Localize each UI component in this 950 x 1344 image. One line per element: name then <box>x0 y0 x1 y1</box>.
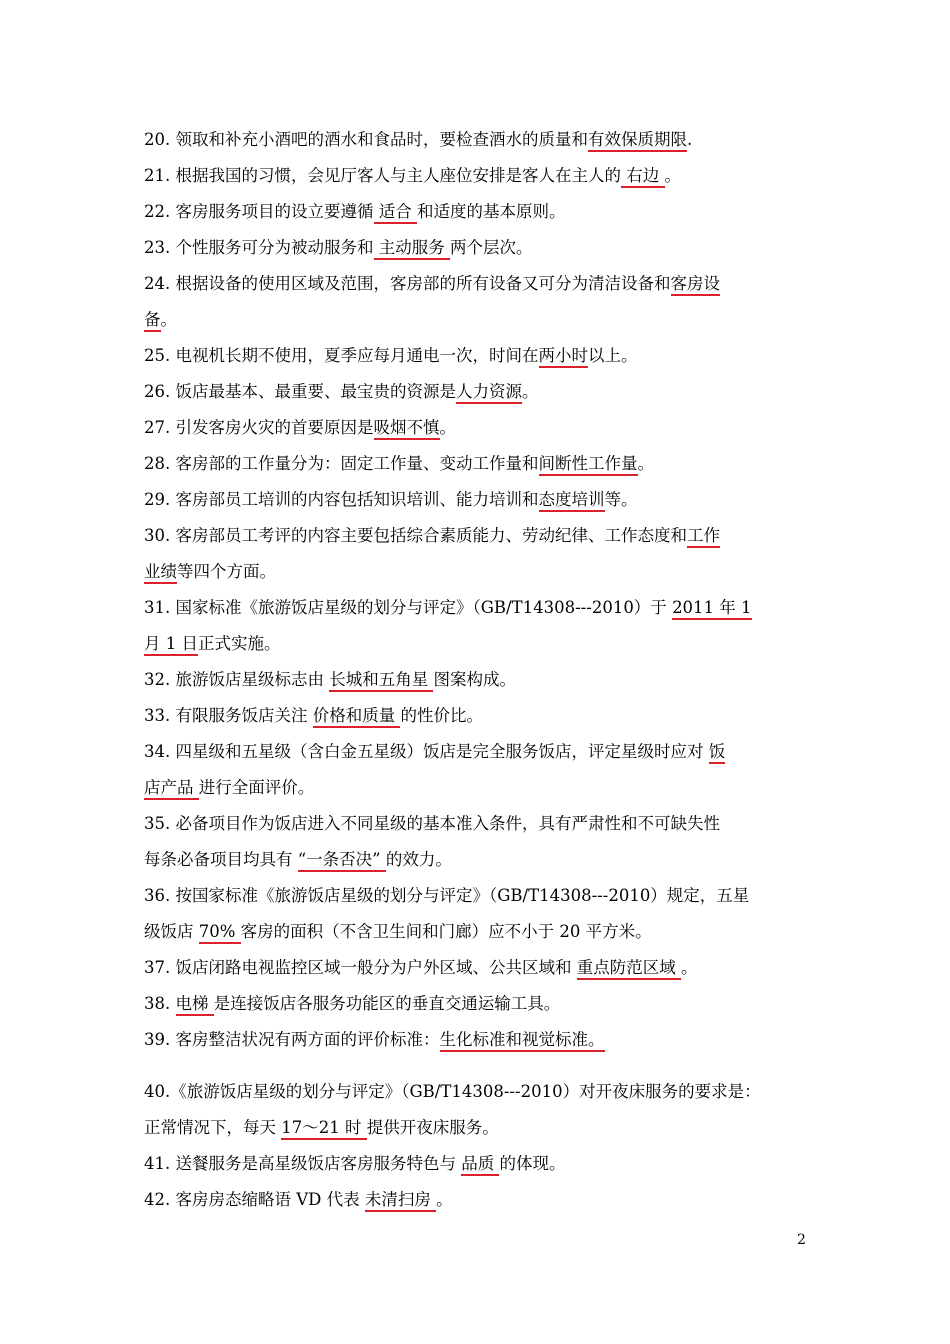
question-text: 图案构成。 <box>433 670 516 689</box>
page-number: 2 <box>797 1232 806 1248</box>
answer-underline: 业绩 <box>144 562 177 584</box>
answer-underline: 店产品 <box>144 778 199 800</box>
text-line <box>144 806 824 842</box>
text-line <box>144 1110 824 1146</box>
text-line <box>144 698 824 734</box>
answer-underline: 间断性工作量 <box>539 454 638 476</box>
answer-underline: 态度培训 <box>539 490 605 512</box>
question-text: 的性价比。 <box>400 706 483 725</box>
answer-underline: 客房设 <box>671 274 721 296</box>
question-text: 。 <box>436 1190 453 1209</box>
answer-underline: 未清扫房 <box>365 1190 436 1212</box>
question-text: 级饭店 <box>144 922 199 941</box>
text-line <box>144 302 824 338</box>
answer-underline: 重点防范区域 <box>577 958 681 980</box>
question-text: . <box>687 130 693 149</box>
question-text: 31. 国家标准《旅游饭店星级的划分与评定》（GB/T14308---2010）于 <box>144 598 673 617</box>
question-text: 39. 客房整洁状况有两方面的评价标准： <box>144 1030 440 1049</box>
text-line <box>144 770 824 806</box>
question-text: 41. 送餐服务是高星级饭店客房服务特色与 <box>144 1154 462 1173</box>
answer-underline: 70% <box>199 922 241 944</box>
question-text: 提供开夜床服务。 <box>366 1118 499 1137</box>
question-text: 。 <box>522 382 539 401</box>
question-text: 。 <box>637 454 654 473</box>
text-line <box>144 374 824 410</box>
answer-underline: 人力资源 <box>456 382 522 404</box>
question-list <box>144 122 824 1218</box>
text-line <box>144 410 824 446</box>
question-text: 32. 旅游饭店星级标志由 <box>144 670 330 689</box>
text-line <box>144 446 824 482</box>
answer-underline: 价格和质量 <box>313 706 401 728</box>
answer-underline: 右边 <box>621 166 665 188</box>
question-text: 是连接饭店各服务功能区的垂直交通运输工具。 <box>213 994 561 1013</box>
text-line <box>144 1022 824 1074</box>
question-text: 24. 根据设备的使用区域及范围，客房部的所有设备又可分为清洁设备和 <box>144 274 671 293</box>
text-line <box>144 734 824 770</box>
question-text: 28. 客房部的工作量分为：固定工作量、变动工作量和 <box>144 454 539 473</box>
text-line <box>144 1182 824 1218</box>
answer-underline: 2011 年 1 <box>672 598 751 620</box>
question-text: 正常情况下，每天 <box>144 1118 282 1137</box>
question-text: 等四个方面。 <box>177 562 276 581</box>
question-text: 42. 客房房态缩略语 VD 代表 <box>144 1190 365 1209</box>
question-text: 客房的面积（不含卫生间和门廊）应不小于 20 平方米。 <box>240 922 652 941</box>
question-text: 34. 四星级和五星级（含白金五星级）饭店是完全服务饭店，评定星级时应对 <box>144 742 709 761</box>
question-text: 33. 有限服务饭店关注 <box>144 706 313 725</box>
answer-underline: “一条否决” <box>298 850 386 872</box>
text-line <box>144 158 824 194</box>
question-text: 的效力。 <box>385 850 452 869</box>
question-text: 以上。 <box>588 346 638 365</box>
question-text: 两个层次。 <box>450 238 533 257</box>
text-line <box>144 230 824 266</box>
text-line <box>144 986 824 1022</box>
text-line <box>144 842 824 878</box>
text-line <box>144 590 824 626</box>
answer-underline: 饭 <box>709 742 726 764</box>
answer-underline: 生化标准和视觉标准。 <box>440 1030 605 1052</box>
question-text: 。 <box>664 166 681 185</box>
text-line <box>144 122 824 158</box>
question-text: 36. 按国家标准《旅游饭店星级的划分与评定》（GB/T14308---2010）规定，五星 <box>144 886 750 905</box>
answer-underline: 吸烟不慎 <box>374 418 440 440</box>
question-text: 25. 电视机长期不使用，夏季应每月通电一次，时间在 <box>144 346 539 365</box>
text-line <box>144 662 824 698</box>
question-text: 26. 饭店最基本、最重要、最宝贵的资源是 <box>144 382 456 401</box>
question-text: 进行全面评价。 <box>198 778 315 797</box>
question-text: 的体现。 <box>499 1154 566 1173</box>
question-text: 等。 <box>604 490 638 509</box>
text-line <box>144 914 824 950</box>
answer-underline: 月 1 日 <box>144 634 198 656</box>
text-line <box>144 554 824 590</box>
question-text: 30. 客房部员工考评的内容主要包括综合素质能力、劳动纪律、工作态度和 <box>144 526 687 545</box>
question-text: 20. 领取和补充小酒吧的酒水和食品时，要检查酒水的质量和 <box>144 130 588 149</box>
question-text: 。 <box>680 958 698 977</box>
text-line <box>144 482 824 518</box>
question-text: 37. 饭店闭路电视监控区域一般分为户外区域、公共区域和 <box>144 958 577 977</box>
answer-underline: 品质 <box>461 1154 499 1176</box>
text-line <box>144 338 824 374</box>
text-line <box>144 194 824 230</box>
answer-underline: 适合 <box>374 202 418 224</box>
question-text: 22. 客房服务项目的设立要遵循 <box>144 202 374 221</box>
answer-underline: 长城和五角星 <box>329 670 433 692</box>
text-line <box>144 266 824 302</box>
question-text: 23. 个性服务可分为被动服务和 <box>144 238 374 257</box>
question-text: 正式实施。 <box>198 634 281 653</box>
question-text: 。 <box>160 310 177 329</box>
answer-underline: 备 <box>144 310 161 332</box>
question-text: 35. 必备项目作为饭店进入不同星级的基本准入条件，具有严肃性和不可缺失性 <box>144 814 720 833</box>
text-line <box>144 1146 824 1182</box>
text-line <box>144 626 824 662</box>
question-text: 27. 引发客房火灾的首要原因是 <box>144 418 374 437</box>
answer-underline: 工作 <box>687 526 720 548</box>
question-text: 。 <box>439 418 456 437</box>
text-line <box>144 878 824 914</box>
answer-underline: 主动服务 <box>374 238 451 260</box>
question-text: 21. 根据我国的习惯，会见厅客人与主人座位安排是客人在主人的 <box>144 166 621 185</box>
text-line <box>144 950 824 986</box>
text-line <box>144 518 824 554</box>
text-line <box>144 1074 824 1110</box>
answer-underline: 17～21 时 <box>281 1118 366 1140</box>
answer-underline: 有效保质期限 <box>588 130 687 152</box>
question-text: 38. <box>144 994 176 1013</box>
question-text: 40.《旅游饭店星级的划分与评定》（GB/T14308---2010）对开夜床服务的要求是： <box>144 1082 761 1101</box>
answer-underline: 两小时 <box>539 346 589 368</box>
question-text: 和适度的基本原则。 <box>417 202 566 221</box>
question-text: 每条必备项目均具有 <box>144 850 298 869</box>
question-text: 29. 客房部员工培训的内容包括知识培训、能力培训和 <box>144 490 539 509</box>
answer-underline: 电梯 <box>176 994 214 1016</box>
